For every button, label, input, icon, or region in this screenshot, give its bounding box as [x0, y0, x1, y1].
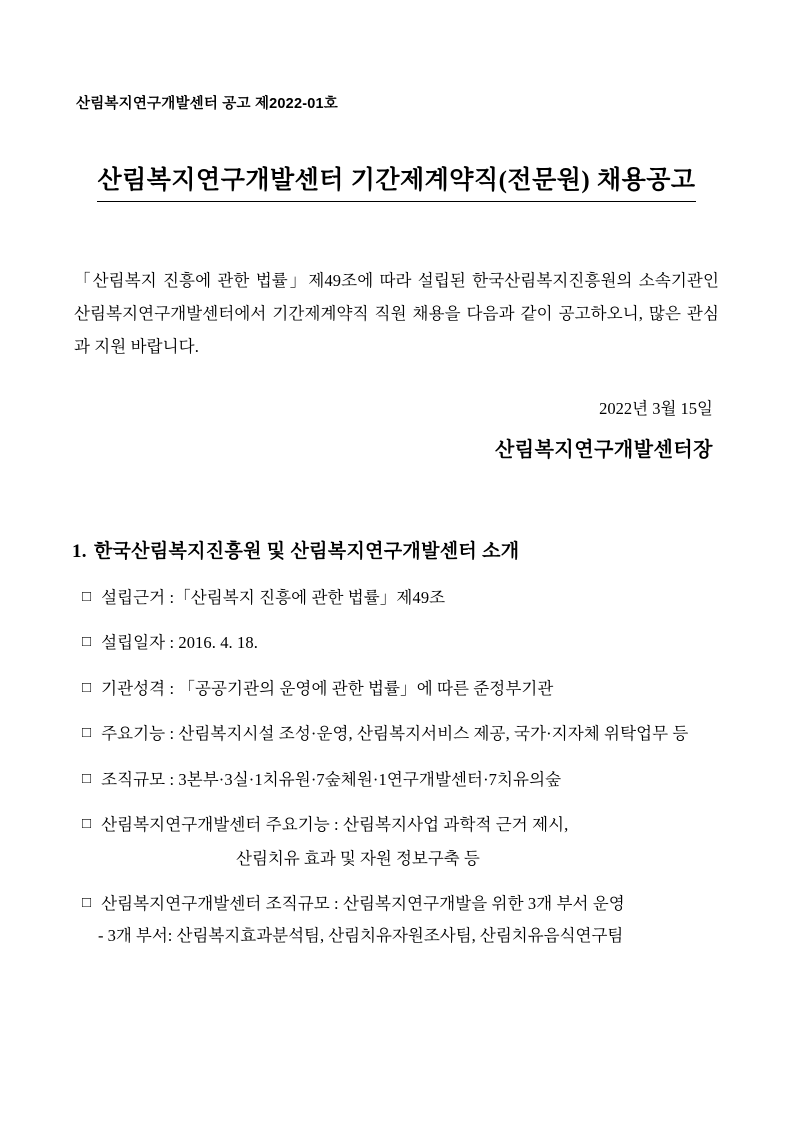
square-bullet-icon: □	[82, 770, 92, 787]
page-title: 산림복지연구개발센터 기간제계약직(전문원) 채용공고	[97, 165, 695, 202]
section-heading-text: 한국산림복지진흥원 및 산림복지연구개발센터 소개	[93, 540, 520, 562]
square-bullet-icon: □	[82, 634, 92, 651]
list-item	[72, 721, 721, 747]
list-item-label: 조직규모 : 3본부·3실·1치유원·7숲체원·1연구개발센터·7치유의숲	[101, 769, 562, 789]
notice-date: 2022년 3월 15일	[599, 398, 713, 418]
square-bullet-icon: □	[82, 725, 92, 742]
list-item-label: 산림복지연구개발센터 조직규모 : 산림복지연구개발을 위한 3개 부서 운영	[101, 894, 625, 914]
list-item-label: 설립일자 : 2016. 4. 18.	[101, 633, 258, 653]
list-item	[72, 812, 721, 871]
list-item	[72, 676, 721, 702]
square-bullet-icon: □	[82, 679, 92, 696]
notice-number: 산림복지연구개발센터 공고 제2022-01호	[76, 96, 338, 112]
bullet-list	[72, 585, 721, 949]
list-item	[72, 630, 721, 656]
square-bullet-icon: □	[82, 895, 92, 912]
list-item-continuation: 산림치유 효과 및 자원 정보구축 등	[236, 848, 480, 868]
list-item-label: 산림복지연구개발센터 주요기능 : 산림복지사업 과학적 근거 제시,	[101, 815, 569, 835]
section-heading	[72, 536, 721, 563]
notice-signer: 산림복지연구개발센터장	[494, 438, 713, 461]
square-bullet-icon: □	[82, 588, 92, 605]
section-organization-intro	[72, 536, 721, 949]
list-item	[72, 767, 721, 793]
page-title-container	[72, 165, 721, 202]
square-bullet-icon: □	[82, 816, 92, 833]
list-item-label: 기관성격 : 「공공기관의 운영에 관한 법률」에 따른 준정부기관	[101, 678, 554, 698]
list-item-label: 설립근거 :「산림복지 진흥에 관한 법률」제49조	[101, 587, 446, 607]
list-item	[72, 585, 721, 611]
list-item-subline: - 3개 부서: 산림복지효과분석팀, 산림치유자원조사팀, 산림치유음식연구팀	[98, 926, 624, 945]
list-item	[72, 891, 721, 948]
intro-paragraph: 「산림복지 진흥에 관한 법률」제49조에 따라 설립된 한국산림복지진흥원의 소속기관인 산림복지연구개발센터에서 기간제계약직 직원 채용을 다음과 같이 공고하오니, 많은 관심과 지원 바랍니다.	[74, 270, 719, 356]
list-item-label: 주요기능 : 산림복지시설 조성·운영, 산림복지서비스 제공, 국가·지자체 위탁업무 등	[101, 724, 689, 744]
section-number: 1.	[72, 540, 87, 562]
